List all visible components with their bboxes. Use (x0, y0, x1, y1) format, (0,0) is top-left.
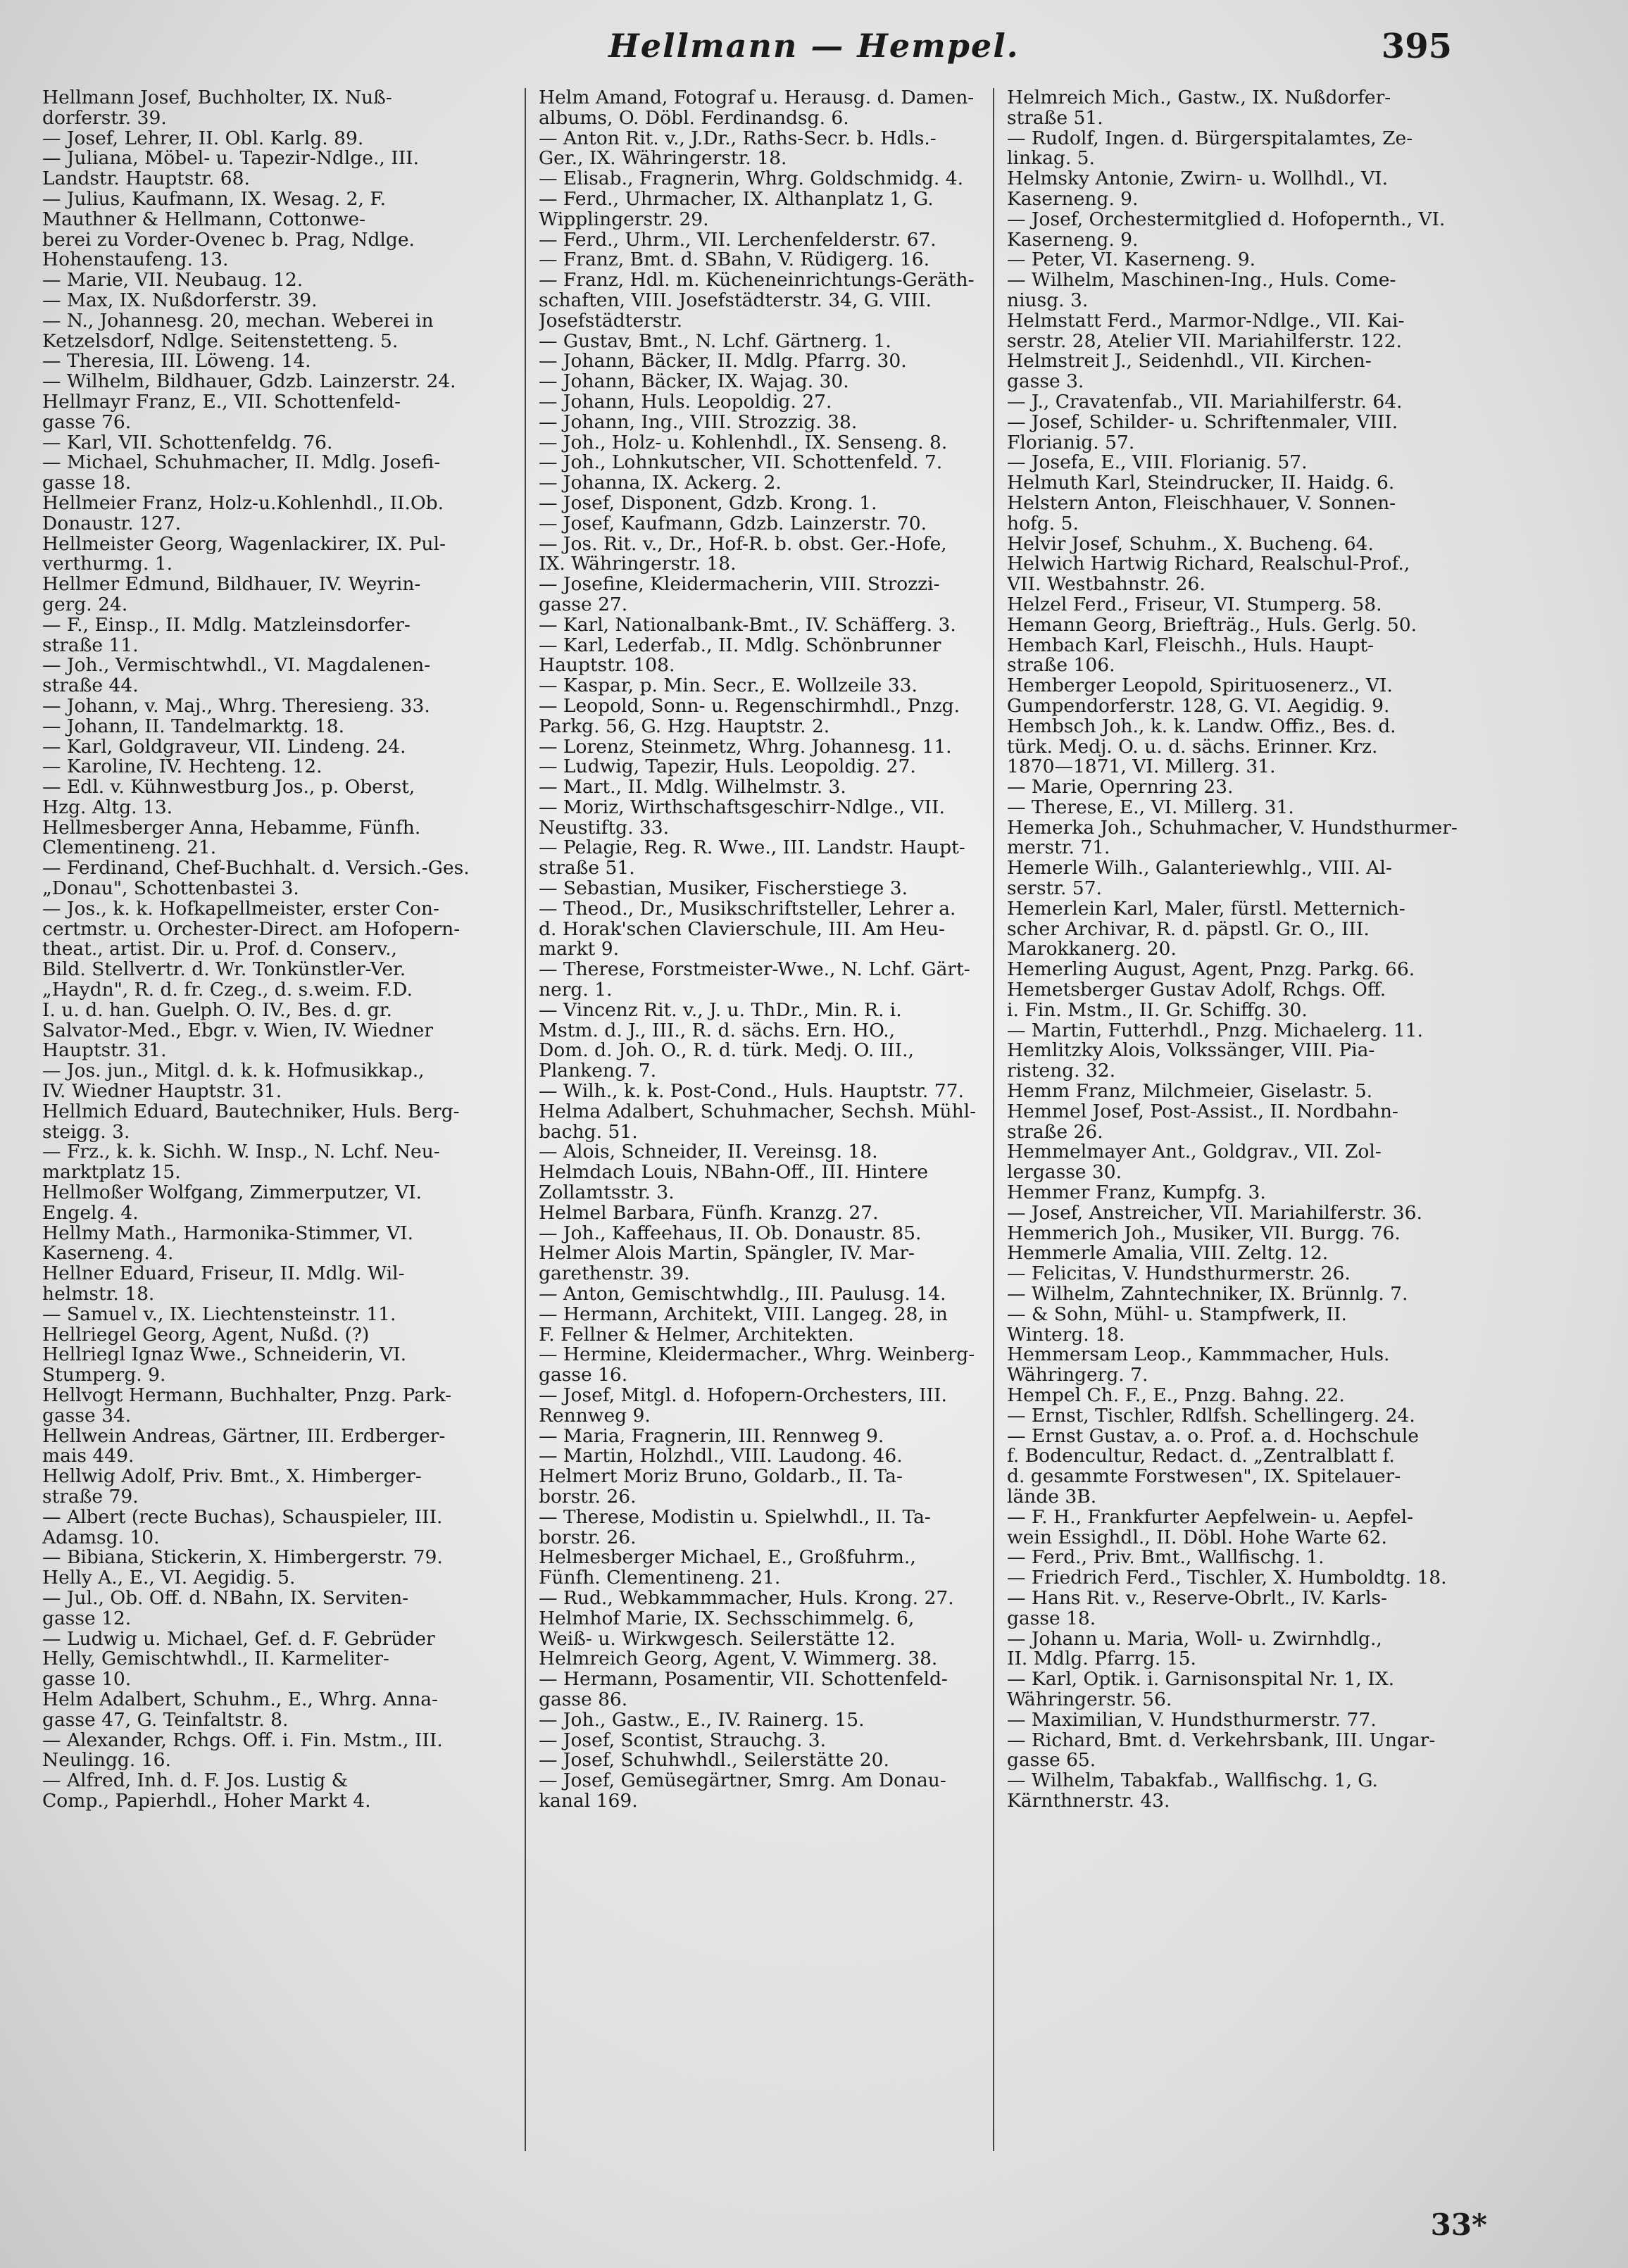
directory-entry: Plankeng. 7. (539, 1061, 657, 1082)
directory-entry: helmstr. 18. (42, 1284, 155, 1305)
directory-entry: Winterg. 18. (1007, 1324, 1125, 1346)
column-divider-right (993, 88, 994, 2151)
directory-entry: Hemm Franz, Milchmeier, Giselastr. 5. (1007, 1082, 1373, 1102)
directory-entry: Helly A., E., VI. Aegidig. 5. (42, 1568, 296, 1589)
directory-entry: Helmstatt Ferd., Marmor-Ndlge., VII. Kai- (1007, 311, 1405, 332)
directory-entry: — Wilhelm, Tabakfab., Wallfischg. 1, G. (1007, 1771, 1378, 1791)
directory-entry: — Pelagie, Reg. R. Wwe., III. Landstr. Haupt- (539, 838, 965, 859)
directory-entry: Hemmer Franz, Kumpfg. 3. (1007, 1183, 1266, 1203)
directory-entry: — Felicitas, V. Hundsthurmerstr. 26. (1007, 1264, 1351, 1285)
directory-entry: — Joh., Vermischtwhdl., VI. Magdalenen- (42, 656, 431, 677)
directory-entry: — Josef, Orchestermitglied d. Hofopernth., VI. (1007, 209, 1446, 230)
directory-entry: — Franz, Hdl. m. Kücheneinrichtungs-Geräth- (539, 270, 975, 291)
directory-entry: — Marie, Opernring 23. (1007, 777, 1234, 798)
directory-entry: Hemetsberger Gustav Adolf, Rchgs. Off. (1007, 980, 1386, 1001)
directory-entry: — Hermann, Posamentir, VII. Schottenfeld- (539, 1669, 948, 1690)
directory-entry: d. Horak'schen Clavierschule, III. Am Heu- (539, 919, 946, 940)
directory-entry: — Albert (recte Buchas), Schauspieler, III. (42, 1507, 443, 1528)
directory-entry: berei zu Vorder-Ovenec b. Prag, Ndlge. (42, 230, 415, 251)
directory-entry: serstr. 57. (1007, 879, 1102, 899)
directory-entry: — Hans Rit. v., Reserve-Obrlt., IV. Karls- (1007, 1588, 1388, 1609)
directory-entry: Hempel Ch. F., E., Pnzg. Bahng. 22. (1007, 1386, 1345, 1406)
directory-entry: straße 51. (539, 858, 635, 879)
directory-entry: — Friedrich Ferd., Tischler, X. Humboldtg. 18. (1007, 1568, 1447, 1589)
directory-entry: Zollamtsstr. 3. (539, 1183, 675, 1203)
directory-entry: steigg. 3. (42, 1122, 130, 1143)
directory-entry: Helmhof Marie, IX. Sechsschimmelg. 6, (539, 1608, 915, 1629)
page-number: 395 (1381, 27, 1452, 66)
directory-entry: — & Sohn, Mühl- u. Stampfwerk, II. (1007, 1304, 1347, 1325)
directory-entry: Hellriegl Ignaz Wwe., Schneiderin, VI. (42, 1345, 407, 1366)
directory-entry: Neulingg. 16. (42, 1750, 171, 1772)
directory-entry: Hellmer Edmund, Bildhauer, IV. Weyrin- (42, 575, 421, 595)
directory-entry: — Josef, Disponent, Gdzb. Krong. 1. (539, 493, 877, 514)
directory-entry: — Jos., k. k. Hofkapellmeister, erster Con- (42, 898, 439, 920)
directory-entry: Hauptstr. 108. (539, 656, 675, 677)
directory-entry: — Ferdinand, Chef-Buchhalt. d. Versich.-Ges. (42, 858, 470, 879)
directory-entry: Helly, Gemischtwhdl., II. Karmeliter- (42, 1649, 389, 1670)
directory-entry: Helmreich Georg, Agent, V. Wimmerg. 38. (539, 1649, 938, 1670)
directory-entry: — Johanna, IX. Ackerg. 2. (539, 473, 782, 494)
directory-entry: — Jul., Ob. Off. d. NBahn, IX. Serviten- (42, 1588, 409, 1609)
directory-entry: scher Archivar, R. d. päpstl. Gr. O., III. (1007, 919, 1370, 940)
directory-entry: — Therese, Forstmeister-Wwe., N. Lchf. Gärt- (539, 960, 970, 981)
directory-entry: gasse 16. (539, 1365, 628, 1386)
directory-entry: — Anton Rit. v., J.Dr., Raths-Secr. b. Hdls.- (539, 128, 937, 149)
directory-entry: Salvator-Med., Ebgr. v. Wien, IV. Wiedner (42, 1020, 433, 1041)
directory-entry: — Johann, Bäcker, II. Mdlg. Pfarrg. 30. (539, 351, 907, 372)
directory-entry: Marokkanerg. 20. (1007, 939, 1177, 960)
directory-entry: — Karl, VII. Schottenfeldg. 76. (42, 432, 333, 453)
directory-entry: Helmsky Antonie, Zwirn- u. Wollhdl., VI. (1007, 169, 1389, 189)
directory-entry: — F. H., Frankfurter Aepfelwein- u. Aepfel- (1007, 1507, 1414, 1528)
directory-entry: albums, O. Döbl. Ferdinandsg. 6. (539, 108, 849, 129)
directory-entry: — Wilhelm, Maschinen-Ing., Huls. Come- (1007, 270, 1396, 291)
directory-entry: gasse 47, G. Teinfaltstr. 8. (42, 1710, 289, 1731)
directory-entry: risteng. 32. (1007, 1061, 1116, 1082)
directory-entry: Hellmeister Georg, Wagenlackirer, IX. Pul- (42, 534, 446, 555)
directory-entry: Stumperg. 9. (42, 1365, 166, 1386)
directory-entry: Hellmy Math., Harmonika-Stimmer, VI. (42, 1223, 414, 1244)
directory-entry: — Peter, VI. Kaserneng. 9. (1007, 250, 1256, 271)
directory-entry: nerg. 1. (539, 980, 613, 1001)
directory-entry: — Joh., Holz- u. Kohlenhdl., IX. Senseng. 8. (539, 432, 948, 453)
directory-entry: Hembach Karl, Fleischh., Huls. Haupt- (1007, 635, 1375, 656)
directory-entry: Donaustr. 127. (42, 513, 181, 534)
page-header (0, 27, 1628, 83)
directory-entry: — Johann, Bäcker, IX. Wajag. 30. (539, 372, 849, 392)
directory-entry: Hemmel Josef, Post-Assist., II. Nordbahn- (1007, 1101, 1398, 1122)
directory-entry: — Wilhelm, Bildhauer, Gdzb. Lainzerstr. 24. (42, 372, 456, 392)
directory-entry: — Ernst Gustav, a. o. Prof. a. d. Hochschule (1007, 1426, 1419, 1447)
directory-entry: Landstr. Hauptstr. 68. (42, 169, 250, 189)
directory-entry: I. u. d. han. Guelph. O. IV., Bes. d. gr. (42, 1000, 392, 1021)
directory-entry: — Ludwig u. Michael, Gef. d. F. Gebrüder (42, 1629, 435, 1650)
directory-entry: Mstm. d. J., III., R. d. sächs. Ern. HO., (539, 1020, 896, 1041)
directory-entry: — Joh., Gastw., E., IV. Rainerg. 15. (539, 1710, 865, 1731)
directory-entry: — Josef, Schuhwhdl., Seilerstätte 20. (539, 1750, 889, 1772)
directory-entry: Währingerg. 7. (1007, 1365, 1148, 1386)
directory-entry: — Juliana, Möbel- u. Tapezir-Ndlge., III. (42, 149, 420, 170)
directory-entry: — Josef, Schilder- u. Schriftenmaler, VIII. (1007, 412, 1398, 433)
directory-entry: — Jos. Rit. v., Dr., Hof-R. b. obst. Ger.-Hofe, (539, 534, 947, 555)
directory-entry: dorferstr. 39. (42, 108, 167, 129)
directory-entry: IX. Währingerstr. 18. (539, 554, 737, 575)
directory-entry: merstr. 71. (1007, 838, 1110, 859)
directory-entry: linkag. 5. (1007, 149, 1095, 170)
directory-entry: Kaserneng. 4. (42, 1243, 174, 1265)
directory-entry: — Alfred, Inh. d. F. Jos. Lustig & (42, 1771, 349, 1791)
directory-entry: Hemberger Leopold, Spirituosenerz., VI. (1007, 676, 1393, 696)
directory-entry: certmstr. u. Orchester-Direct. am Hofopern- (42, 919, 461, 940)
directory-entry: Währingerstr. 56. (1007, 1689, 1172, 1710)
directory-entry: — Josef, Gemüsegärtner, Smrg. Am Donau- (539, 1771, 946, 1791)
directory-entry: Weiß- u. Wirkwgesch. Seilerstätte 12. (539, 1629, 896, 1650)
directory-entry: Helvir Josef, Schuhm., X. Bucheng. 64. (1007, 534, 1374, 555)
directory-entry: gasse 86. (539, 1689, 628, 1710)
directory-entry: — Jos. jun., Mitgl. d. k. k. Hofmusikkap., (42, 1061, 425, 1082)
directory-entry: — Josef, Anstreicher, VII. Mariahilferstr. 36. (1007, 1203, 1422, 1224)
directory-entry: 1870—1871, VI. Millerg. 31. (1007, 757, 1276, 778)
directory-entry: Kaserneng. 9. (1007, 230, 1139, 251)
directory-entry: gasse 76. (42, 412, 132, 433)
directory-entry: Mauthner & Hellmann, Cottonwe- (42, 209, 366, 230)
column-divider-left (525, 88, 526, 2151)
directory-entry: — Joh., Lohnkutscher, VII. Schottenfeld. 7. (539, 453, 943, 474)
column-right (1007, 88, 1472, 2151)
directory-entry: — Maria, Fragnerin, III. Rennweg 9. (539, 1426, 884, 1447)
directory-entry: Helmuth Karl, Steindrucker, II. Haidg. 6. (1007, 473, 1395, 494)
directory-entry: Helmel Barbara, Fünfh. Kranzg. 27. (539, 1203, 879, 1224)
directory-entry: Helmreich Mich., Gastw., IX. Nußdorfer- (1007, 88, 1391, 108)
directory-entry: Hellmesberger Anna, Hebamme, Fünfh. (42, 817, 421, 839)
directory-entry: — Max, IX. Nußdorferstr. 39. (42, 290, 318, 311)
directory-entry: — Josef, Lehrer, II. Obl. Karlg. 89. (42, 128, 364, 149)
directory-entry: — Ferd., Uhrmacher, IX. Althanplatz 1, G. (539, 189, 934, 210)
directory-entry: Hzg. Altg. 13. (42, 797, 173, 818)
directory-entry: Hemlitzky Alois, Volkssänger, VIII. Pia- (1007, 1041, 1375, 1062)
directory-entry: Hauptstr. 31. (42, 1041, 167, 1062)
directory-entry: markt 9. (539, 939, 620, 960)
directory-entry: Parkg. 56, G. Hzg. Hauptstr. 2. (539, 716, 830, 737)
directory-entry: — Alexander, Rchgs. Off. i. Fin. Mstm., III. (42, 1730, 443, 1751)
directory-entry: — Ludwig, Tapezir, Huls. Leopoldig. 27. (539, 757, 916, 778)
directory-entry: Helstern Anton, Fleischhauer, V. Sonnen- (1007, 493, 1396, 514)
directory-entry: — Moriz, Wirthschaftsgeschirr-Ndlge., VII. (539, 797, 945, 818)
directory-entry: VII. Westbahnstr. 26. (1007, 575, 1206, 595)
directory-entry: Helwich Hartwig Richard, Realschul-Prof., (1007, 554, 1410, 575)
directory-entry: — Johann, II. Tandelmarktg. 18. (42, 716, 344, 737)
directory-entry: lergasse 30. (1007, 1163, 1122, 1184)
directory-entry: Helm Adalbert, Schuhm., E., Whrg. Anna- (42, 1689, 439, 1710)
directory-entry: — Johann, v. Maj., Whrg. Theresieng. 33. (42, 696, 430, 717)
directory-entry: Hellmann Josef, Buchholter, IX. Nuß- (42, 88, 392, 108)
directory-entry: Hellmoßer Wolfgang, Zimmerputzer, VI. (42, 1183, 422, 1203)
directory-entry: gerg. 24. (42, 594, 128, 615)
directory-entry: — Josefine, Kleidermacherin, VIII. Strozzi- (539, 575, 940, 595)
directory-entry: Hellmeier Franz, Holz-u.Kohlenhdl., II.Ob. (42, 493, 444, 514)
directory-entry: — Hermine, Kleidermacher., Whrg. Weinberg- (539, 1345, 975, 1366)
directory-entry: — Sebastian, Musiker, Fischerstiege 3. (539, 879, 908, 899)
directory-entry: Hellmayr Franz, E., VII. Schottenfeld- (42, 391, 401, 413)
directory-entry: straße 106. (1007, 656, 1115, 677)
directory-entry: Hemmersam Leop., Kammmacher, Huls. (1007, 1345, 1390, 1366)
column-left (42, 88, 507, 2151)
directory-entry: verthurmg. 1. (42, 554, 173, 575)
directory-entry: — Frz., k. k. Sichh. W. Insp., N. Lchf. Neu- (42, 1142, 440, 1163)
directory-entry: — N., Johannesg. 20, mechan. Weberei in (42, 311, 434, 332)
directory-entry: Kärnthnerstr. 43. (1007, 1791, 1170, 1812)
directory-entry: Helmer Alois Martin, Spängler, IV. Mar- (539, 1243, 915, 1265)
signature-mark: 33* (1430, 2207, 1487, 2242)
directory-entry: Bild. Stellvertr. d. Wr. Tonkünstler-Ver. (42, 960, 406, 981)
directory-entry: — Rudolf, Ingen. d. Bürgerspitalamtes, Ze- (1007, 128, 1413, 149)
directory-entry: — Vincenz Rit. v., J. u. ThDr., Min. R. i. (539, 1000, 902, 1021)
directory-entry: — Karoline, IV. Hechteng. 12. (42, 757, 323, 778)
directory-entry: — Martin, Futterhdl., Pnzg. Michaelerg. 11. (1007, 1020, 1423, 1041)
directory-entry: — Elisab., Fragnerin, Whrg. Goldschmidg. 4. (539, 169, 963, 189)
directory-entry: Hemann Georg, Briefträg., Huls. Gerlg. 50. (1007, 615, 1417, 636)
directory-entry: gasse 3. (1007, 372, 1084, 392)
directory-entry: Neustiftg. 33. (539, 817, 670, 839)
directory-entry: — Therese, Modistin u. Spielwhdl., II. Ta- (539, 1507, 931, 1528)
directory-entry: — Wilhelm, Zahntechniker, IX. Brünnlg. 7. (1007, 1284, 1408, 1305)
directory-entry: — Leopold, Sonn- u. Regenschirmhdl., Pnzg. (539, 696, 960, 717)
directory-entry: Helmstreit J., Seidenhdl., VII. Kirchen- (1007, 351, 1372, 372)
directory-entry: Rennweg 9. (539, 1405, 651, 1427)
directory-entry: — Theod., Dr., Musikschriftsteller, Lehrer a. (539, 898, 956, 920)
directory-entry: f. Bodencultur, Redact. d. „Zentralblatt f. (1007, 1446, 1395, 1467)
directory-entry: — Marie, VII. Neubaug. 12. (42, 270, 303, 291)
directory-entry: theat., artist. Dir. u. Prof. d. Conserv., (42, 939, 397, 960)
directory-entry: Adamsg. 10. (42, 1527, 160, 1548)
directory-entry: Ger., IX. Währingerstr. 18. (539, 149, 787, 170)
directory-entry: Comp., Papierhdl., Hoher Markt 4. (42, 1791, 371, 1812)
directory-entry: Helmdach Louis, NBahn-Off., III. Hintere (539, 1163, 929, 1184)
directory-entry: marktplatz 15. (42, 1163, 181, 1184)
directory-entry: straße 51. (1007, 108, 1103, 129)
directory-entry: — Lorenz, Steinmetz, Whrg. Johannesg. 11. (539, 737, 952, 758)
directory-entry: straße 79. (42, 1486, 139, 1508)
directory-entry: — Josef, Kaufmann, Gdzb. Lainzerstr. 70. (539, 513, 927, 534)
directory-entry: Helmert Moriz Bruno, Goldarb., II. Ta- (539, 1467, 903, 1487)
directory-entry: — Bibiana, Stickerin, X. Himbergerstr. 79. (42, 1548, 443, 1569)
directory-entry: „Donau", Schottenbastei 3. (42, 879, 299, 899)
directory-entry: — Julius, Kaufmann, IX. Wesag. 2, F. (42, 189, 386, 210)
directory-entry: Hellvogt Hermann, Buchhalter, Pnzg. Park- (42, 1386, 452, 1406)
directory-entry: türk. Medj. O. u. d. sächs. Erinner. Krz. (1007, 737, 1378, 758)
directory-entry: — Ferd., Priv. Bmt., Wallfischg. 1. (1007, 1548, 1325, 1569)
directory-entry: — Edl. v. Kühnwestburg Jos., p. Oberst, (42, 777, 415, 798)
directory-entry: niusg. 3. (1007, 290, 1089, 311)
directory-entry: F. Fellner & Helmer, Architekten. (539, 1324, 854, 1346)
directory-entry: Hellwig Adolf, Priv. Bmt., X. Himberger- (42, 1467, 422, 1487)
directory-entry: gasse 10. (42, 1669, 132, 1690)
directory-entry: — Josef, Mitgl. d. Hofopern-Orchesters, III. (539, 1386, 947, 1406)
directory-entry: II. Mdlg. Pfarrg. 15. (1007, 1649, 1196, 1670)
directory-entry: Fünfh. Clementineng. 21. (539, 1568, 781, 1589)
directory-entry: Hemerka Joh., Schuhmacher, V. Hundsthurmer- (1007, 817, 1458, 839)
directory-entry: i. Fin. Mstm., II. Gr. Schiffg. 30. (1007, 1000, 1308, 1021)
directory-entry: — Theresia, III. Löweng. 14. (42, 351, 311, 372)
directory-entry: Dom. d. Joh. O., R. d. türk. Medj. O. III., (539, 1041, 914, 1062)
directory-entry: Helmesberger Michael, E., Großfuhrm., (539, 1548, 916, 1569)
directory-entry: straße 11. (42, 635, 139, 656)
directory-entry: gasse 18. (1007, 1608, 1096, 1629)
directory-entry: — Michael, Schuhmacher, II. Mdlg. Josefi- (42, 453, 441, 474)
directory-entry: Hellner Eduard, Friseur, II. Mdlg. Wil- (42, 1264, 405, 1285)
directory-entry: borstr. 26. (539, 1527, 637, 1548)
directory-entry: straße 44. (42, 676, 139, 696)
directory-entry: lände 3B. (1007, 1486, 1097, 1508)
directory-entry: — Alois, Schneider, II. Vereinsg. 18. (539, 1142, 878, 1163)
directory-entry: kanal 169. (539, 1791, 638, 1812)
directory-entry: Josefstädterstr. (539, 311, 683, 332)
directory-entry: — Richard, Bmt. d. Verkehrsbank, III. Ungar- (1007, 1730, 1436, 1751)
directory-entry: Hellriegel Georg, Agent, Nußd. (?) (42, 1324, 370, 1346)
directory-entry: — Rud., Webkammmacher, Huls. Krong. 27. (539, 1588, 954, 1609)
directory-entry: — Therese, E., VI. Millerg. 31. (1007, 797, 1294, 818)
directory-entry: Hohenstaufeng. 13. (42, 250, 229, 271)
directory-entry: — Martin, Holzhdl., VIII. Laudong. 46. (539, 1446, 903, 1467)
directory-entry: straße 26. (1007, 1122, 1103, 1143)
directory-entry: Engelg. 4. (42, 1203, 139, 1224)
directory-entry: Ketzelsdorf, Ndlge. Seitenstetteng. 5. (42, 331, 399, 352)
directory-entry: — J., Cravatenfab., VII. Mariahilferstr. 64. (1007, 391, 1403, 413)
directory-entry: Gumpendorferstr. 128, G. VI. Aegidig. 9. (1007, 696, 1390, 717)
directory-entry: gasse 34. (42, 1405, 132, 1427)
directory-entry: borstr. 26. (539, 1486, 637, 1508)
directory-entry: d. gesammte Forstwesen", IX. Spitelauer- (1007, 1467, 1401, 1487)
directory-entry: serstr. 28, Atelier VII. Mariahilferstr. 122. (1007, 331, 1402, 352)
directory-entry: Hellwein Andreas, Gärtner, III. Erdberger- (42, 1426, 446, 1447)
column-middle (539, 88, 1003, 2151)
directory-entry: — F., Einsp., II. Mdlg. Matzleinsdorfer- (42, 615, 411, 636)
directory-entry: Hemmerle Amalia, VIII. Zeltg. 12. (1007, 1243, 1329, 1265)
directory-entry: gasse 65. (1007, 1750, 1096, 1772)
directory-entry: schaften, VIII. Josefstädterstr. 34, G. VIII. (539, 290, 932, 311)
directory-entry: mais 449. (42, 1446, 134, 1467)
directory-entry: — Karl, Nationalbank-Bmt., IV. Schäfferg. 3. (539, 615, 956, 636)
directory-entry: — Karl, Optik. i. Garnisonspital Nr. 1, IX. (1007, 1669, 1394, 1690)
directory-entry: Hemmerich Joh., Musiker, VII. Burgg. 76. (1007, 1223, 1401, 1244)
directory-entry: — Johann, Huls. Leopoldig. 27. (539, 391, 832, 413)
directory-entry: Hemerle Wilh., Galanteriewhlg., VIII. Al- (1007, 858, 1392, 879)
directory-entry: gasse 18. (42, 473, 132, 494)
directory-entry: gasse 27. (539, 594, 628, 615)
directory-entry: Hemerlein Karl, Maler, fürstl. Metternich- (1007, 898, 1405, 920)
directory-entry: — Ernst, Tischler, Rdlfsh. Schellingerg. 24. (1007, 1405, 1415, 1427)
directory-entry: — Kaspar, p. Min. Secr., E. Wollzeile 33. (539, 676, 918, 696)
directory-entry: — Josef, Scontist, Strauchg. 3. (539, 1730, 827, 1751)
directory-entry: — Maximilian, V. Hundsthurmerstr. 77. (1007, 1710, 1377, 1731)
directory-entry: — Ferd., Uhrm., VII. Lerchenfelderstr. 67. (539, 230, 937, 251)
directory-entry: Hellmich Eduard, Bautechniker, Huls. Berg- (42, 1101, 460, 1122)
directory-entry: Clementineng. 21. (42, 838, 217, 859)
running-head: Hellmann — Hempel. (608, 27, 1020, 65)
directory-entry: — Joh., Kaffeehaus, II. Ob. Donaustr. 85. (539, 1223, 922, 1244)
directory-entry: — Johann, Ing., VIII. Strozzig. 38. (539, 412, 858, 433)
directory-entry: — Johann u. Maria, Woll- u. Zwirnhdlg., (1007, 1629, 1382, 1650)
directory-entry: — Karl, Goldgraveur, VII. Lindeng. 24. (42, 737, 406, 758)
directory-entry: Florianig. 57. (1007, 432, 1135, 453)
directory-entry: — Mart., II. Mdlg. Wilhelmstr. 3. (539, 777, 846, 798)
directory-entry: Hemmelmayer Ant., Goldgrav., VII. Zol- (1007, 1142, 1382, 1163)
directory-entry: — Gustav, Bmt., N. Lchf. Gärtnerg. 1. (539, 331, 891, 352)
directory-entry: IV. Wiedner Hauptstr. 31. (42, 1082, 282, 1102)
directory-entry: „Haydn", R. d. fr. Czeg., d. s.weim. F.D. (42, 980, 413, 1001)
directory-entry: Hembsch Joh., k. k. Landw. Offiz., Bes. d. (1007, 716, 1396, 737)
directory-entry: — Karl, Lederfab., II. Mdlg. Schönbrunner (539, 635, 941, 656)
directory-entry: Wipplingerstr. 29. (539, 209, 709, 230)
directory-entry: Hemerling August, Agent, Pnzg. Parkg. 66. (1007, 960, 1415, 981)
directory-entry: bachg. 51. (539, 1122, 638, 1143)
directory-entry: gasse 12. (42, 1608, 132, 1629)
directory-entry: wein Essighdl., II. Döbl. Hohe Warte 62. (1007, 1527, 1387, 1548)
directory-entry: — Wilh., k. k. Post-Cond., Huls. Hauptstr. 77. (539, 1082, 964, 1102)
directory-entry: Helma Adalbert, Schuhmacher, Sechsh. Mühl- (539, 1101, 977, 1122)
directory-entry: — Josefa, E., VIII. Florianig. 57. (1007, 453, 1308, 474)
directory-entry: garethenstr. 39. (539, 1264, 690, 1285)
directory-entry: Helzel Ferd., Friseur, VI. Stumperg. 58. (1007, 594, 1382, 615)
directory-entry: — Franz, Bmt. d. SBahn, V. Rüdigerg. 16. (539, 250, 930, 271)
directory-entry: Helm Amand, Fotograf u. Herausg. d. Damen- (539, 88, 975, 108)
directory-entry: — Anton, Gemischtwhdlg., III. Paulusg. 14. (539, 1284, 946, 1305)
directory-entry: — Hermann, Architekt, VIII. Langeg. 28, in (539, 1304, 948, 1325)
directory-entry: — Samuel v., IX. Liechtensteinstr. 11. (42, 1304, 396, 1325)
directory-entry: hofg. 5. (1007, 513, 1079, 534)
directory-entry: Kaserneng. 9. (1007, 189, 1139, 210)
